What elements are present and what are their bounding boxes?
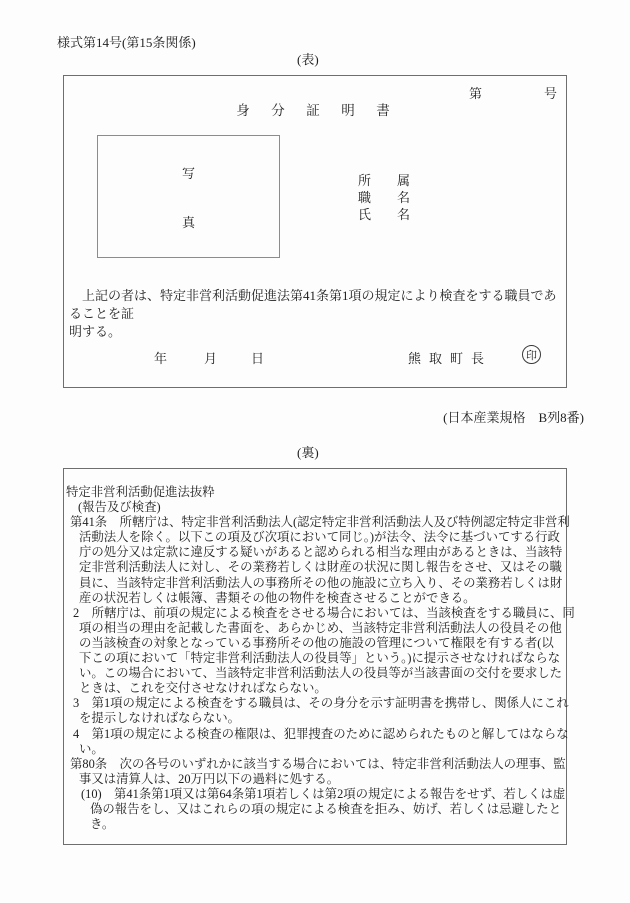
identity-fields — [358, 172, 410, 223]
law-line: の当該検査の対象となっている事務所その他の施設の管理について権限を有する者(以 — [79, 635, 554, 650]
photo-label-top: 写 — [181, 165, 195, 181]
serial-prefix: 第 — [469, 86, 483, 101]
id-card-front — [63, 75, 567, 388]
law-line: ときは、これを交付させなければならない。 — [79, 681, 327, 696]
law-line: 員に、当該特定非営利活動法人の事務所その他の施設に立ち入り、その業務若しくは財 — [79, 575, 563, 590]
jis-standard-note: (日本産業規格 B列8番) — [443, 410, 584, 425]
law-line: 2 所轄庁は、前項の規定による検査をさせる場合においては、当該検査をする職員に、同 — [73, 605, 575, 620]
date-month-label: 月 — [204, 351, 218, 366]
law-line: 4 第1項の規定による検査の権限は、犯罪捜査のために認められたものと解してはならな — [73, 726, 569, 741]
serial-suffix: 号 — [543, 86, 557, 101]
photo-placeholder — [97, 135, 280, 258]
id-card-back — [63, 468, 575, 845]
law-line: (報告及び検査) — [78, 500, 161, 515]
front-side-marker: (表) — [297, 52, 319, 67]
official-seal-mark: 印 — [522, 345, 541, 364]
law-line: 項の相当の理由を記載した書面を、あらかじめ、当該特定非営利活動法人の役員その他 — [79, 620, 562, 635]
certification-line-1: 上記の者は、特定非営利活動促進法第41条第1項の規定により検査をする職員であることを証 — [69, 288, 557, 321]
law-line: い。この場合において、当該特定非営利活動法人の役員等が当該書面の交付を要求した — [79, 666, 562, 681]
field-affiliation: 所 属 — [358, 173, 411, 188]
law-line: 第80条 次の各号のいずれかに該当する場合においては、特定非営利活動法人の理事、監 — [70, 756, 566, 771]
law-line: (10) 第41条第1項又は第64条第1項若しくは第2項の規定による報告をせず、若しくは虚 — [81, 786, 566, 801]
field-name: 氏 名 — [358, 207, 411, 222]
law-line: 第41条 所轄庁は、特定非営利活動法人(認定特定非営利活動法人及び特例認定特定非営利 — [70, 515, 570, 530]
law-excerpt-title: 特定非営利活動促進法抜粋 — [66, 485, 215, 499]
date-day-label: 日 — [251, 351, 265, 366]
back-side-marker: (裏) — [297, 445, 319, 460]
law-line: 庁の処分又は定款に違反する疑いがあると認められる相当な理由があるときは、当該特 — [79, 545, 563, 560]
law-line: 事又は清算人は、20万円以下の過料に処する。 — [79, 771, 340, 786]
law-line: い。 — [79, 741, 104, 756]
law-line: 3 第1項の規定による検査をする職員は、その身分を示す証明書を携帯し、関係人にこれ — [73, 696, 569, 711]
law-line: を提示しなければならない。 — [79, 711, 241, 726]
law-line: 下この項において「特定非営利活動法人の役員等」という。)に提示させなければならな — [79, 651, 561, 666]
certification-text — [69, 287, 561, 341]
photo-label-bottom: 真 — [181, 214, 195, 230]
law-line: 定非営利活動法人に対し、その業務若しくは財産の状況に関し報告をさせ、又はその職 — [79, 560, 562, 575]
date-and-issuer-row — [64, 348, 566, 370]
law-line: 偽の報告をし、又はこれらの項の規定による検査を拒み、妨げ、若しくは忌避したと — [90, 801, 562, 816]
certification-line-2: 明する。 — [69, 324, 122, 339]
field-job-title: 職 名 — [358, 190, 411, 205]
law-line: 活動法人を除く。以下この項及び次項において同じ。)が法令、法令に基づいてする行政 — [79, 530, 560, 545]
date-year-label: 年 — [154, 351, 168, 366]
law-line: 産の状況若しくは帳簿、書類その他の物件を検査させることができる。 — [79, 590, 476, 605]
issuer-title: 熊取町長 — [408, 351, 493, 366]
form-number-label: 様式第14号(第15条関係) — [57, 35, 196, 50]
law-line: き。 — [90, 817, 115, 832]
card-title: 身 分 証 明 書 — [236, 103, 394, 118]
